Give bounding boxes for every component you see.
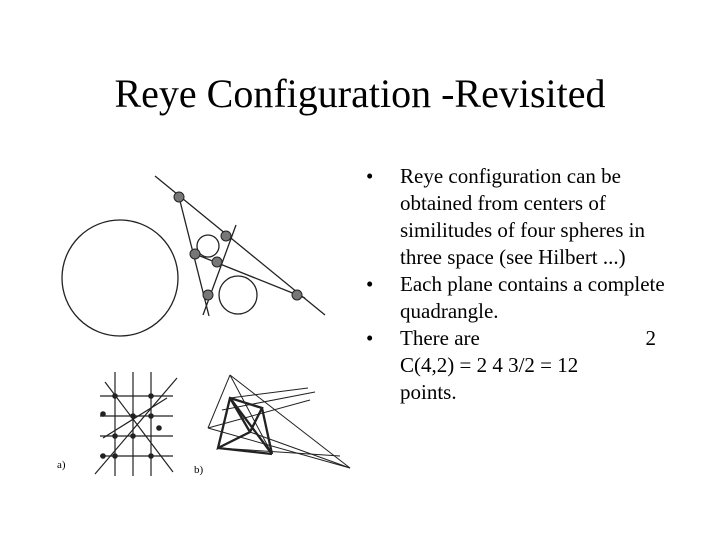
figure-label-a: a) [57,459,66,471]
grid-diagonal [103,398,167,438]
bullet-text-2: Each plane contains a complete quadrangle. [400,272,665,323]
grid-point [148,393,154,399]
similitude-point [212,257,222,267]
bullet-dot-icon: • [366,164,374,188]
projection-line [208,375,230,428]
grid-point [148,453,154,459]
grid-point [100,453,106,459]
spheres-figure [55,170,340,350]
grid-point [112,393,118,399]
similitude-point [203,290,213,300]
bullet-points-word: points. [400,380,457,404]
bullet-3-first-line [400,325,666,352]
grid-point [156,425,162,431]
projection-line [230,375,272,454]
grid-point [148,413,154,419]
similitude-point [292,290,302,300]
similitude-point [190,249,200,259]
grid-point [130,433,136,439]
bullet-item-2 [366,271,666,325]
bullet-item-1 [366,163,666,271]
grid-point [112,453,118,459]
large-sphere-circle [62,220,178,336]
figure-label-b: b) [194,464,204,476]
bullet-text-3: There are [400,326,480,350]
bullet-list [366,163,666,406]
medium-sphere-circle [219,276,257,314]
superscript-exponent: 2 [645,326,656,350]
bullet-text-1: Reye configuration can be obtained from centers of similitudes of four spheres in three space (see Hilbert ...) [400,164,645,269]
bullet-formula: C(4,2) = 2 4 3/2 = 12 [400,353,579,377]
bullet-item-3 [366,325,666,406]
inner-quadrangle [218,398,262,448]
grid-configuration-figure [55,368,190,480]
grid-diagonal [95,378,177,474]
bullet-dot-icon: • [366,272,374,296]
projection-line [208,428,350,468]
slide-title: Reye Configuration -Revisited [114,71,606,116]
grid-point [100,411,106,417]
bullet-dot-icon: • [366,326,374,350]
similitude-point [221,231,231,241]
similitude-point [174,192,184,202]
grid-point [112,433,118,439]
perspective-configuration-figure [190,370,355,480]
grid-point [130,413,136,419]
projection-line [250,432,350,468]
